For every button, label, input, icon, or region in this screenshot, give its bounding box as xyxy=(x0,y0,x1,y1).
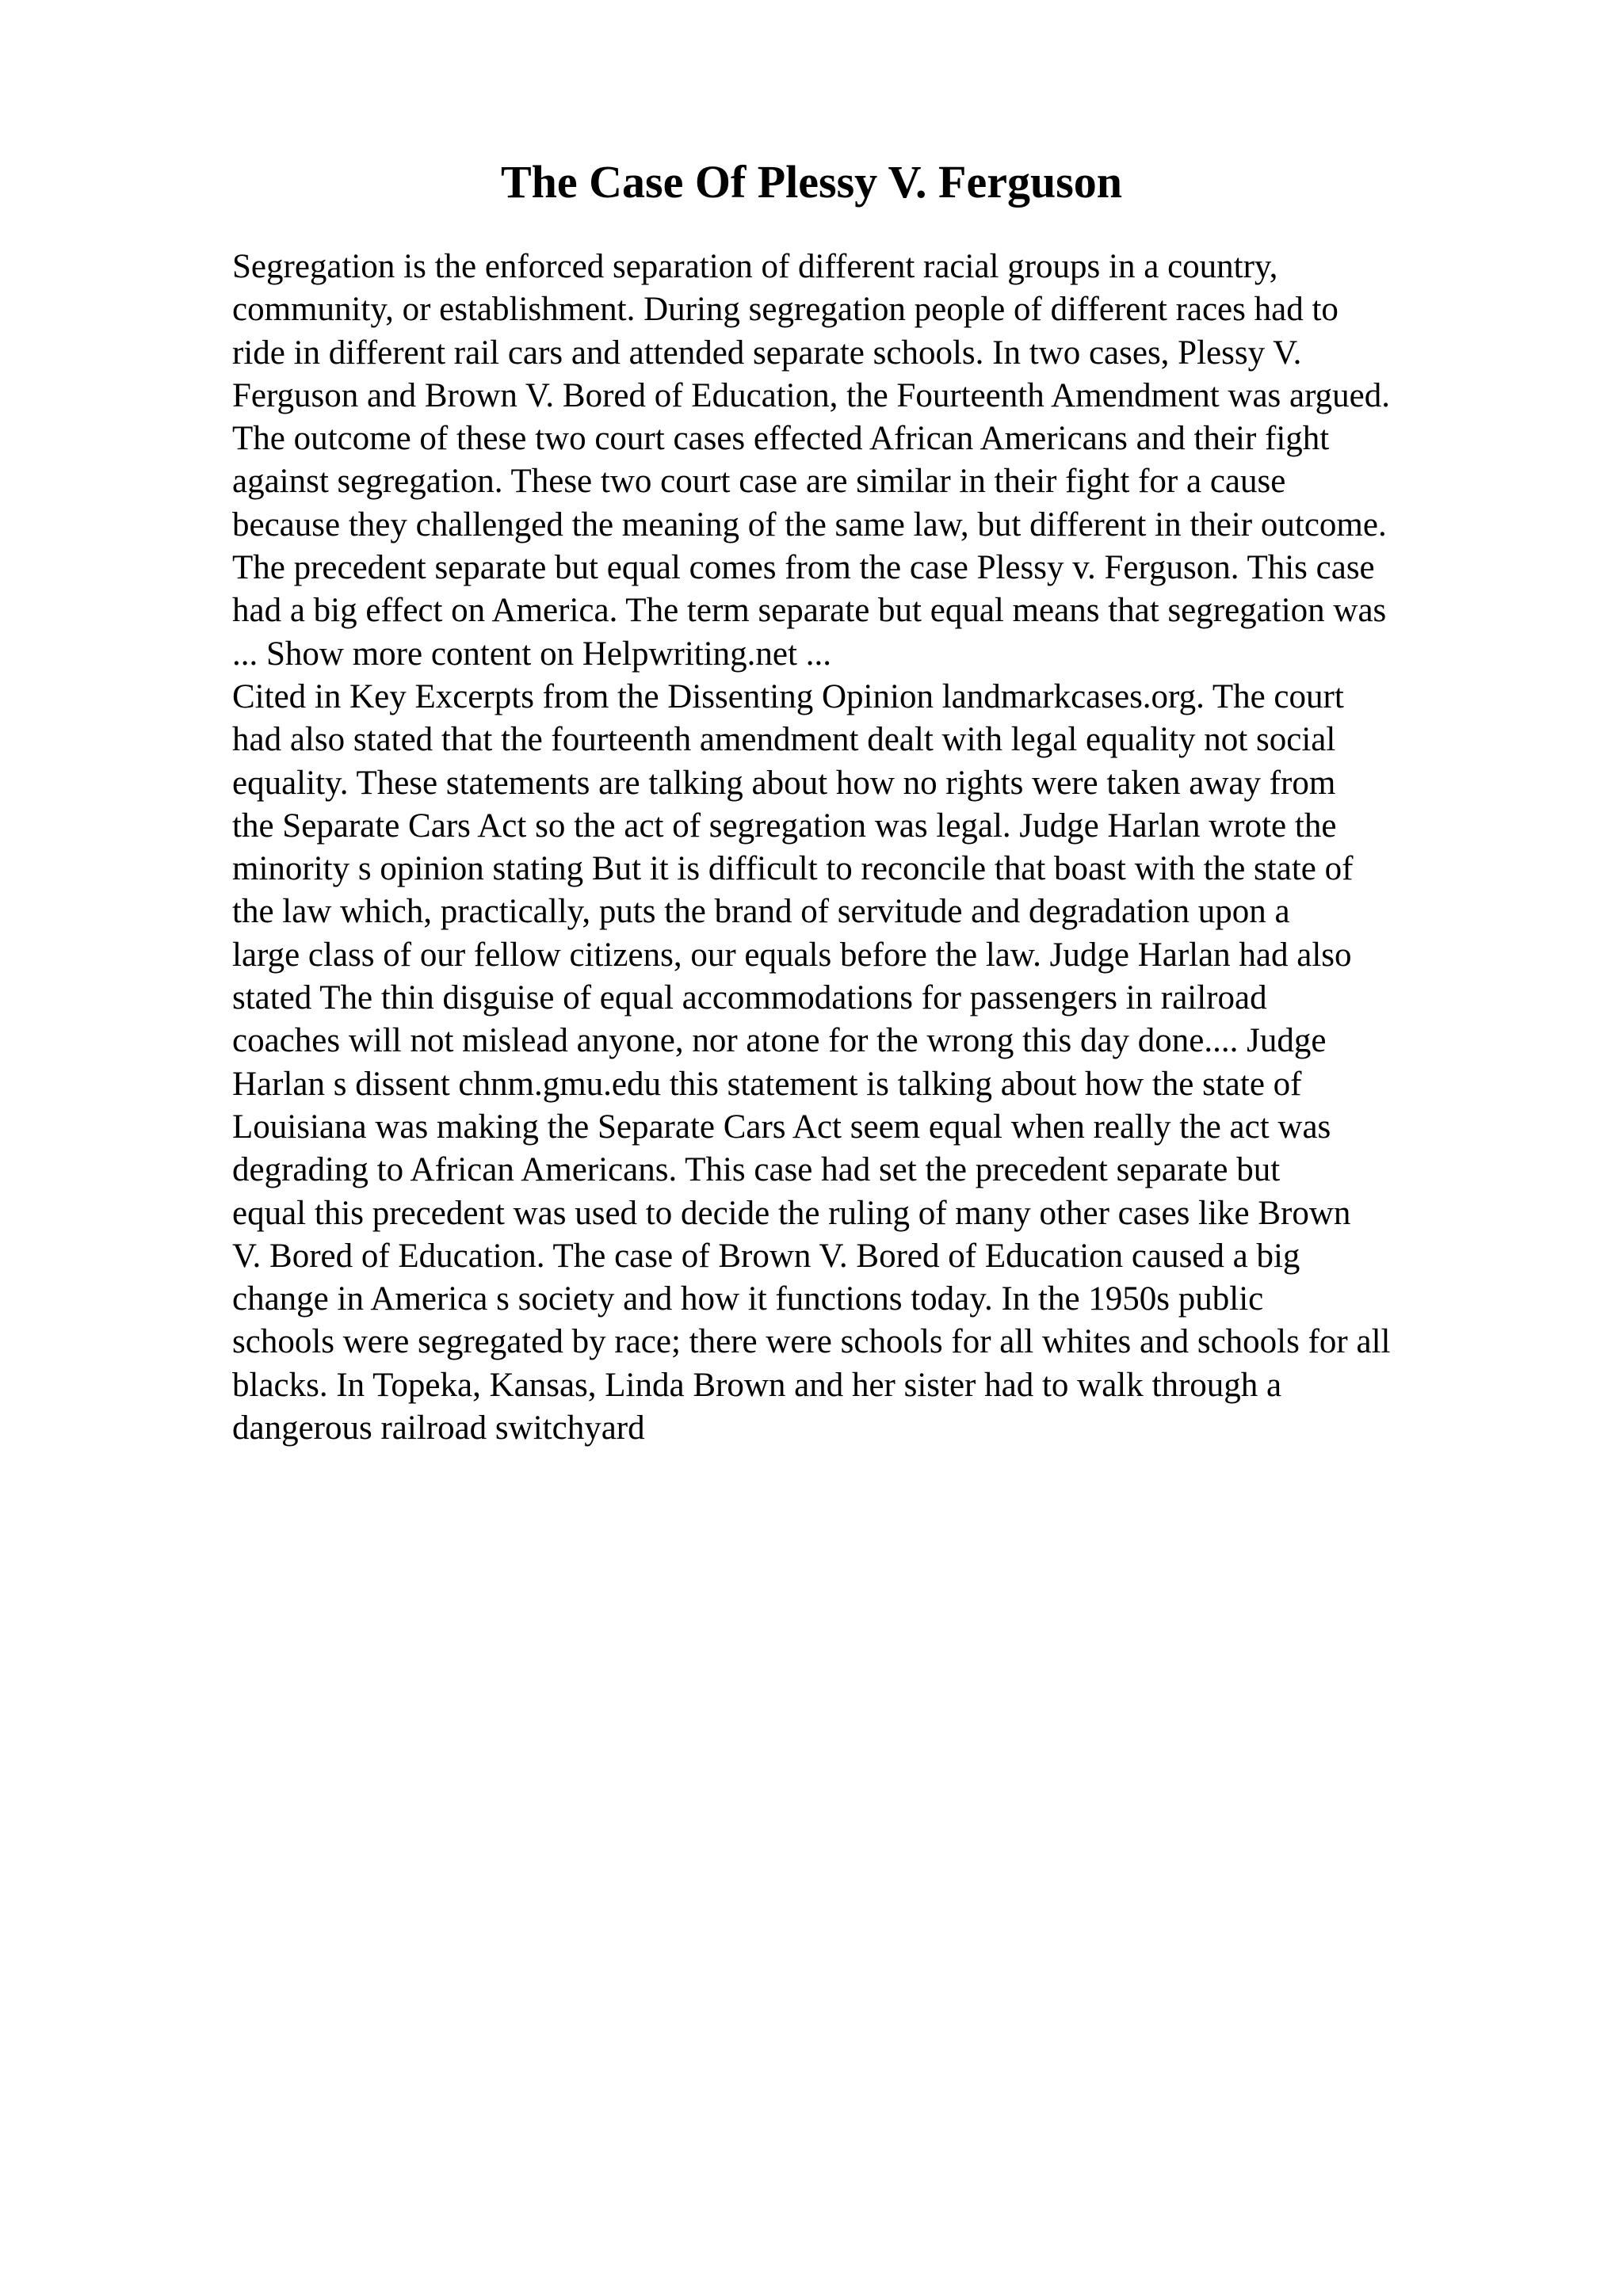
text-line: equal this precedent was used to decide the ruling of many other cases like Brown xyxy=(232,1194,1351,1232)
text-line: change in America s society and how it functions today. In the 1950s public xyxy=(232,1280,1264,1318)
text-line: the law which, practically, puts the brand of servitude and degradation upon a xyxy=(232,893,1290,931)
text-line: blacks. In Topeka, Kansas, Linda Brown and her sister had to walk through a xyxy=(232,1366,1282,1404)
text-line: had a big effect on America. The term separate but equal means that segregation was xyxy=(232,592,1387,630)
text-line: The outcome of these two court cases effected African Americans and their fight xyxy=(232,420,1330,458)
text-line: Segregation is the enforced separation of different racial groups in a country, xyxy=(232,248,1278,285)
show-more-link[interactable]: ... Show more content on Helpwriting.net ... xyxy=(232,635,831,673)
text-line: Cited in Key Excerpts from the Dissenting Opinion landmarkcases.org. The court xyxy=(232,677,1344,715)
text-line: because they challenged the meaning of the same law, but different in their outcome. xyxy=(232,505,1387,543)
text-line: Louisiana was making the Separate Cars Act seem equal when really the act was xyxy=(232,1108,1331,1146)
text-line: Harlan s dissent chnm.gmu.edu this statement is talking about how the state of xyxy=(232,1065,1302,1103)
text-line: equality. These statements are talking about how no rights were taken away from xyxy=(232,764,1336,802)
text-line: minority s opinion stating But it is difficult to reconcile that boast with the state of xyxy=(232,850,1354,888)
text-line: ride in different rail cars and attended separate schools. In two cases, Plessy V. xyxy=(232,334,1302,372)
text-line: The precedent separate but equal comes from the case Plessy v. Ferguson. This case xyxy=(232,549,1375,587)
text-line: community, or establishment. During segregation people of different races had to xyxy=(232,291,1338,329)
text-line: V. Bored of Education. The case of Brown V. Bored of Education caused a big xyxy=(232,1237,1300,1275)
text-line: schools were segregated by race; there were schools for all whites and schools for all xyxy=(232,1323,1391,1361)
text-line: large class of our fellow citizens, our equals before the law. Judge Harlan had also xyxy=(232,936,1352,974)
text-line: had also stated that the fourteenth amendment dealt with legal equality not social xyxy=(232,721,1336,759)
document-title: The Case Of Plessy V. Ferguson xyxy=(500,156,1123,208)
text-line: against segregation. These two court case are similar in their fight for a cause xyxy=(232,463,1286,501)
text-line: Ferguson and Brown V. Bored of Education, the Fourteenth Amendment was argued. xyxy=(232,376,1390,414)
text-line: dangerous railroad switchyard xyxy=(232,1409,645,1447)
text-line: stated The thin disguise of equal accommodations for passengers in railroad xyxy=(232,979,1267,1017)
text-line: the Separate Cars Act so the act of segregation was legal. Judge Harlan wrote the xyxy=(232,807,1337,845)
document-body xyxy=(232,246,1579,1450)
text-line: coaches will not mislead anyone, nor atone for the wrong this day done.... Judge xyxy=(232,1022,1327,1060)
text-line: degrading to African Americans. This case had set the precedent separate but xyxy=(232,1151,1281,1189)
